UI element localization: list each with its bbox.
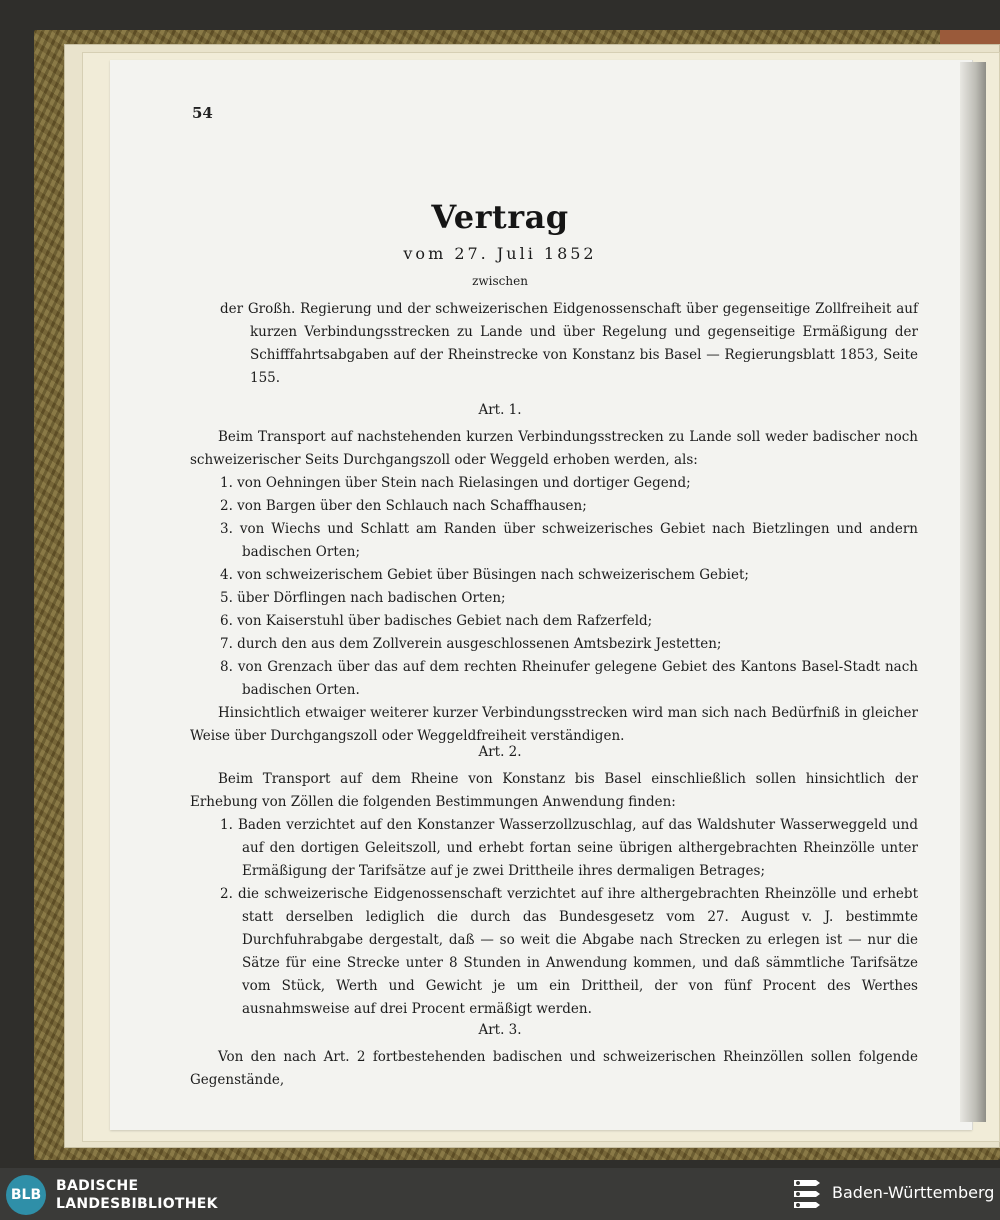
art1-lead: Beim Transport auf nachstehenden kurzen Verbindungsstrecken zu Lande soll weder badischer noch schweizerischer Seits Durchgangszoll oder Weggeld erhoben werden, als: <box>190 429 918 468</box>
state-name[interactable]: Baden-Württemberg <box>832 1183 995 1202</box>
art1-item: 3. von Wiechs und Schlatt am Randen über schweizerisches Gebiet nach Bietzlingen und andern badischen Orten; <box>220 521 918 560</box>
three-lions-icon <box>790 1176 824 1212</box>
intro-paragraph <box>220 298 918 390</box>
document-title: Vertrag <box>431 198 569 236</box>
art3-body <box>190 1046 918 1092</box>
art2-item: 2. die schweizerische Eidgenossenschaft verzichtet auf ihre althergebrachten Rheinzölle und erhebt statt derselben lediglich die durch das Bundesgesetz vom 27. August v. J. bestimmte Durchfuhrabgabe dergestalt, daß — so weit die Abgabe nach Strecken zu erlegen ist — nur die Sätze für eine Strecke unter 8 Stunden in Anwendung kommen, und daß sämmtliche Tarifsätze vom Stück, Werth und Gewicht je um ein Drittheil, der von fünf Procent des Werthes ausnahmsweise auf drei Procent ermäßigt werden. <box>220 886 918 1017</box>
art1-item: 1. von Oehningen über Stein nach Rielasingen und dortiger Gegend; <box>220 475 691 491</box>
art2-body <box>190 768 918 1021</box>
art1-closing: Hinsichtlich etwaiger weiterer kurzer Verbindungsstrecken wird man sich nach Bedürfniß in gleicher Weise über Durchgangszoll oder Weggeldfreiheit verständigen. <box>190 705 918 744</box>
art3-lead: Von den nach Art. 2 fortbestehenden badischen und schweizerischen Rheinzöllen sollen folgende Gegenstände, <box>190 1049 918 1088</box>
art1-body <box>190 426 918 748</box>
blb-logo-icon[interactable]: BLB <box>6 1175 46 1215</box>
library-name[interactable] <box>56 1177 218 1213</box>
art1-item: 2. von Bargen über den Schlauch nach Schaffhausen; <box>220 498 587 514</box>
library-name-line1: BADISCHE <box>56 1178 139 1194</box>
art1-item: 5. über Dörflingen nach badischen Orten; <box>220 590 506 606</box>
art1-item: 4. von schweizerischem Gebiet über Büsingen nach schweizerischem Gebiet; <box>220 567 749 583</box>
art1-item: 7. durch den aus dem Zollverein ausgeschlossenen Amtsbezirk Jestetten; <box>220 636 722 652</box>
art3-heading: Art. 3. <box>478 1022 522 1038</box>
art1-item: 8. von Grenzach über das auf dem rechten Rheinufer gelegene Gebiet des Kantons Basel-Stadt nach badischen Orten. <box>220 659 918 698</box>
intro-text: der Großh. Regierung und der schweizerischen Eidgenossenschaft über gegenseitige Zollfreiheit auf kurzen Verbindungsstrecken zu Lande und über Regelung und gegenseitige Ermäßigung der Schifffahrtsabgaben auf der Rheinstrecke von Konstanz bis Basel — Regierungsblatt 1853, Seite 155. <box>220 301 918 386</box>
art2-item: 1. Baden verzichtet auf den Konstanzer Wasserzollzuschlag, auf das Waldshuter Wasserweggeld und auf den dortigen Geleitszoll, und erhebt fortan seine übrigen althergebrachten Rheinzölle unter Ermäßigung der Tarifsätze auf je zwei Drittheile ihres dermaligen Betrages; <box>220 817 918 879</box>
footer-bar <box>0 1168 1000 1220</box>
between-label: zwischen <box>472 274 528 288</box>
art2-heading: Art. 2. <box>478 744 522 760</box>
page-number: 54 <box>192 104 213 122</box>
art2-lead: Beim Transport auf dem Rheine von Konstanz bis Basel einschließlich sollen hinsichtlich der Erhebung von Zöllen die folgenden Bestimmungen Anwendung finden: <box>190 771 918 810</box>
document-date: vom 27. Juli 1852 <box>403 244 597 263</box>
art1-item: 6. von Kaiserstuhl über badisches Gebiet nach dem Rafzerfeld; <box>220 613 653 629</box>
art1-heading: Art. 1. <box>478 402 522 418</box>
library-name-line2: LANDESBIBLIOTHEK <box>56 1196 218 1212</box>
